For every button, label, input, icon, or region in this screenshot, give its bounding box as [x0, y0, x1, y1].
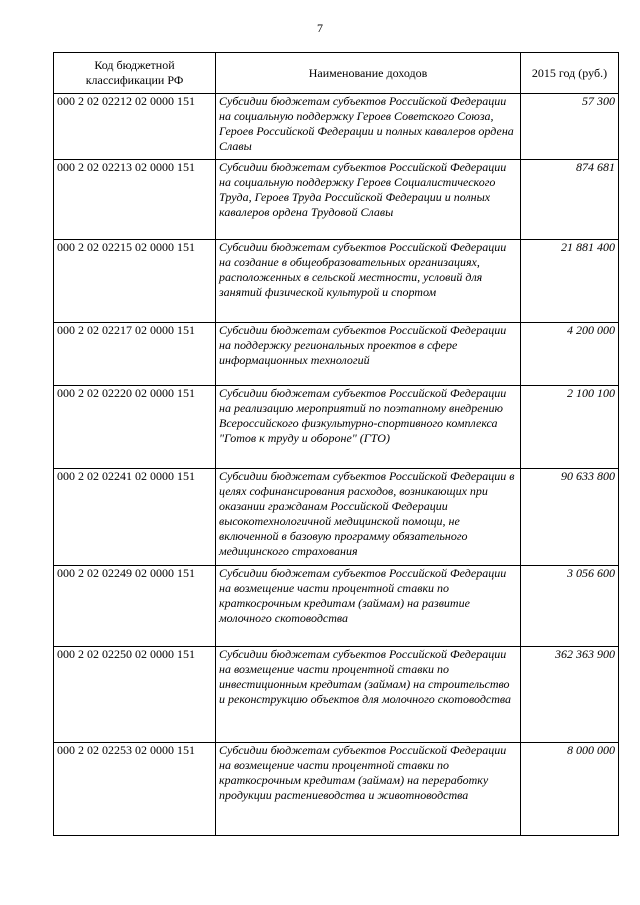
row-code: 000 2 02 02220 02 0000 151 [54, 386, 216, 469]
table-row [54, 469, 619, 566]
table-row [54, 386, 619, 469]
row-name: Субсидии бюджетам субъектов Российской Федерации на возмещение части процентной ставки по инвестиционным кредитам (займам) на строительство и реконструкцию объектов для молочного скотоводства [216, 647, 521, 743]
header-name: Наименование доходов [216, 53, 521, 94]
table-row [54, 240, 619, 323]
row-amount: 3 056 600 [521, 566, 619, 647]
row-amount: 8 000 000 [521, 743, 619, 836]
row-name: Субсидии бюджетам субъектов Российской Федерации на создание в общеобразовательных организациях, расположенных в сельской местности, условий для занятий физической культурой и спортом [216, 240, 521, 323]
revenue-table [53, 52, 619, 836]
row-name: Субсидии бюджетам субъектов Российской Федерации на возмещение части процентной ставки по краткосрочным кредитам (займам) на развитие молочного скотоводства [216, 566, 521, 647]
row-amount: 57 300 [521, 94, 619, 160]
row-code: 000 2 02 02241 02 0000 151 [54, 469, 216, 566]
table-row [54, 94, 619, 160]
table-header-row [54, 53, 619, 94]
row-amount: 4 200 000 [521, 323, 619, 386]
row-code: 000 2 02 02212 02 0000 151 [54, 94, 216, 160]
row-code: 000 2 02 02217 02 0000 151 [54, 323, 216, 386]
table-row [54, 323, 619, 386]
header-code: Код бюджетной классификации РФ [54, 53, 216, 94]
row-name: Субсидии бюджетам субъектов Российской Федерации в целях софинансирования расходов, возникающих при оказании гражданам Российской Федерации высокотехнологичной медицинской помощи, не включенной в базовую программу обязательного медицинского страхования [216, 469, 521, 566]
row-amount: 90 633 800 [521, 469, 619, 566]
page-number: 7 [317, 21, 323, 35]
row-name: Субсидии бюджетам субъектов Российской Федерации на возмещение части процентной ставки по краткосрочным кредитам (займам) на переработку продукции растениеводства и животноводства [216, 743, 521, 836]
row-code: 000 2 02 02249 02 0000 151 [54, 566, 216, 647]
row-name: Субсидии бюджетам субъектов Российской Федерации на социальную поддержку Героев Социалистического Труда, Героев Труда Российской Федерации и полных кавалеров ордена Трудовой Славы [216, 160, 521, 240]
row-amount: 2 100 100 [521, 386, 619, 469]
row-code: 000 2 02 02250 02 0000 151 [54, 647, 216, 743]
row-name: Субсидии бюджетам субъектов Российской Федерации на поддержку региональных проектов в сфере информационных технологий [216, 323, 521, 386]
row-name: Субсидии бюджетам субъектов Российской Федерации на реализацию мероприятий по поэтапному внедрению Всероссийского физкультурно-спортивного комплекса "Готов к труду и обороне" (ГТО) [216, 386, 521, 469]
table-row [54, 647, 619, 743]
row-code: 000 2 02 02213 02 0000 151 [54, 160, 216, 240]
table-row [54, 743, 619, 836]
row-amount: 362 363 900 [521, 647, 619, 743]
table-row [54, 160, 619, 240]
header-amount: 2015 год (руб.) [521, 53, 619, 94]
row-amount: 21 881 400 [521, 240, 619, 323]
row-amount: 874 681 [521, 160, 619, 240]
row-code: 000 2 02 02215 02 0000 151 [54, 240, 216, 323]
row-code: 000 2 02 02253 02 0000 151 [54, 743, 216, 836]
table-row [54, 566, 619, 647]
row-name: Субсидии бюджетам субъектов Российской Федерации на социальную поддержку Героев Советского Союза, Героев Российской Федерации и полных кавалеров ордена Славы [216, 94, 521, 160]
